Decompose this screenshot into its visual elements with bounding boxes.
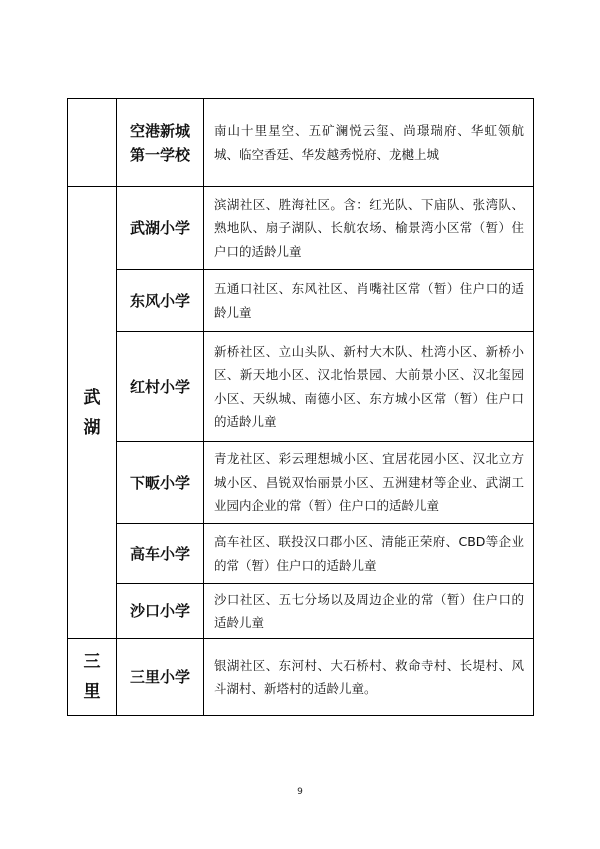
district-cell-sanli: [68, 639, 117, 716]
table-row: [68, 524, 534, 584]
school-name: 沙口小学: [129, 602, 190, 620]
school-name: 东风小学: [129, 291, 190, 310]
district-name: 武湖: [83, 387, 101, 438]
area-cell: 银湖社区、东河村、大石桥村、救命寺村、长堤村、风斗湖村、新塔村的适龄儿童。: [204, 639, 534, 716]
table-row: [68, 187, 534, 270]
school-name: 高车小学: [129, 544, 190, 563]
school-cell: [117, 639, 204, 716]
district-name: 三里: [83, 652, 101, 702]
school-cell: [117, 99, 204, 187]
school-name: 武湖小学: [129, 219, 190, 237]
table-row: [68, 639, 534, 716]
school-name: 下畈小学: [129, 473, 190, 492]
area-cell: 沙口社区、五七分场以及周边企业的常（暂）住户口的适龄儿童: [204, 584, 534, 639]
area-cell: 新桥社区、立山头队、新村大木队、杜湾小区、新桥小区、新天地小区、汉北怡景园、大前景小区、汉北玺园小区、天纵城、南德小区、东方城小区常（暂）住户口的适龄儿童: [204, 332, 534, 442]
table-row: [68, 442, 534, 524]
school-cell: [117, 187, 204, 270]
table-row: [68, 584, 534, 639]
school-name: 红村小学: [129, 377, 190, 396]
school-district-table: [67, 98, 534, 716]
school-cell: [117, 270, 204, 332]
school-cell: [117, 332, 204, 442]
school-name: 空港新城第一学校: [129, 121, 190, 164]
area-cell: 南山十里星空、五矿澜悦云玺、尚璟瑞府、华虹领航城、临空香廷、华发越秀悦府、龙樾上城: [204, 99, 534, 187]
table-row: [68, 270, 534, 332]
district-cell-wuhu: [68, 187, 117, 639]
area-cell: 五通口社区、东风社区、肖嘴社区常（暂）住户口的适龄儿童: [204, 270, 534, 332]
school-name: 三里小学: [129, 668, 190, 686]
page-number: 9: [297, 787, 303, 797]
district-cell-empty: [68, 99, 117, 187]
table-row: [68, 332, 534, 442]
school-cell: [117, 584, 204, 639]
school-cell: [117, 442, 204, 524]
table-row: [68, 99, 534, 187]
area-cell: 滨湖社区、胜海社区。含：红光队、下庙队、张湾队、熟地队、扇子湖队、长航农场、榆景湾小区常（暂）住户口的适龄儿童: [204, 187, 534, 270]
school-cell: [117, 524, 204, 584]
area-cell: 高车社区、联投汉口郡小区、清能正荣府、CBD等企业的常（暂）住户口的适龄儿童: [204, 524, 534, 584]
area-cell: 青龙社区、彩云理想城小区、宜居花园小区、汉北立方城小区、昌锐双怡丽景小区、五洲建材等企业、武湖工业园内企业的常（暂）住户口的适龄儿童: [204, 442, 534, 524]
